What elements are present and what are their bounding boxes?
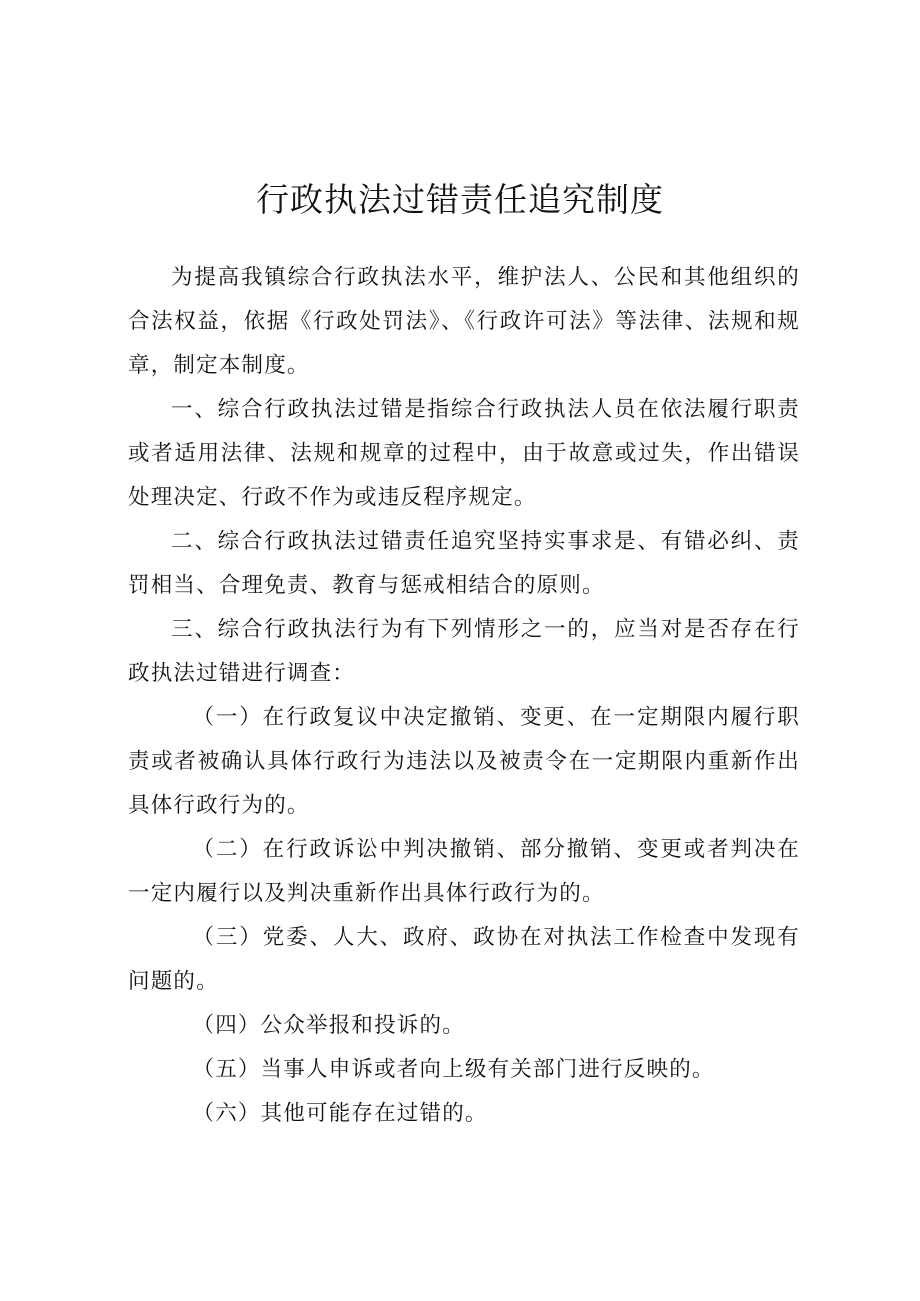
paragraph-item-5: （五）当事人申诉或者向上级有关部门进行反映的。 bbox=[192, 1057, 715, 1082]
paragraph-item-3: （三）党委、人大、政府、政协在对执法工作检查中发现有问题的。 bbox=[128, 925, 800, 994]
paragraph-intro: 为提高我镇综合行政执法水平，维护法人、公民和其他组织的合法权益，依据《行政处罚法》、《行政许可法》等法律、法规和规章，制定本制度。 bbox=[128, 265, 800, 378]
paragraph-article-1: 一、综合行政执法过错是指综合行政执法人员在依法履行职责或者适用法律、法规和规章的过程中，由于故意或过失，作出错误处理决定、行政不作为或违反程序规定。 bbox=[128, 397, 800, 510]
document-body bbox=[128, 256, 800, 1136]
paragraph-article-2: 二、综合行政执法过错责任追究坚持实事求是、有错必纠、责罚相当、合理免责、教育与惩戒相结合的原则。 bbox=[128, 529, 800, 598]
paragraph-item-4: （四）公众举报和投诉的。 bbox=[192, 1013, 465, 1038]
paragraph-item-2: （二）在行政诉讼中判决撤销、部分撤销、变更或者判决在一定内履行以及判决重新作出具体行政行为的。 bbox=[128, 837, 800, 906]
document-title: 行政执法过错责任追究制度 bbox=[256, 180, 664, 219]
paragraph-item-1: （一）在行政复议中决定撤销、变更、在一定期限内履行职责或者被确认具体行政行为违法以及被责令在一定期限内重新作出具体行政行为的。 bbox=[128, 705, 800, 818]
paragraph-article-3: 三、综合行政执法行为有下列情形之一的，应当对是否存在行政执法过错进行调查： bbox=[128, 617, 800, 686]
paragraph-item-6: （六）其他可能存在过错的。 bbox=[192, 1101, 488, 1126]
